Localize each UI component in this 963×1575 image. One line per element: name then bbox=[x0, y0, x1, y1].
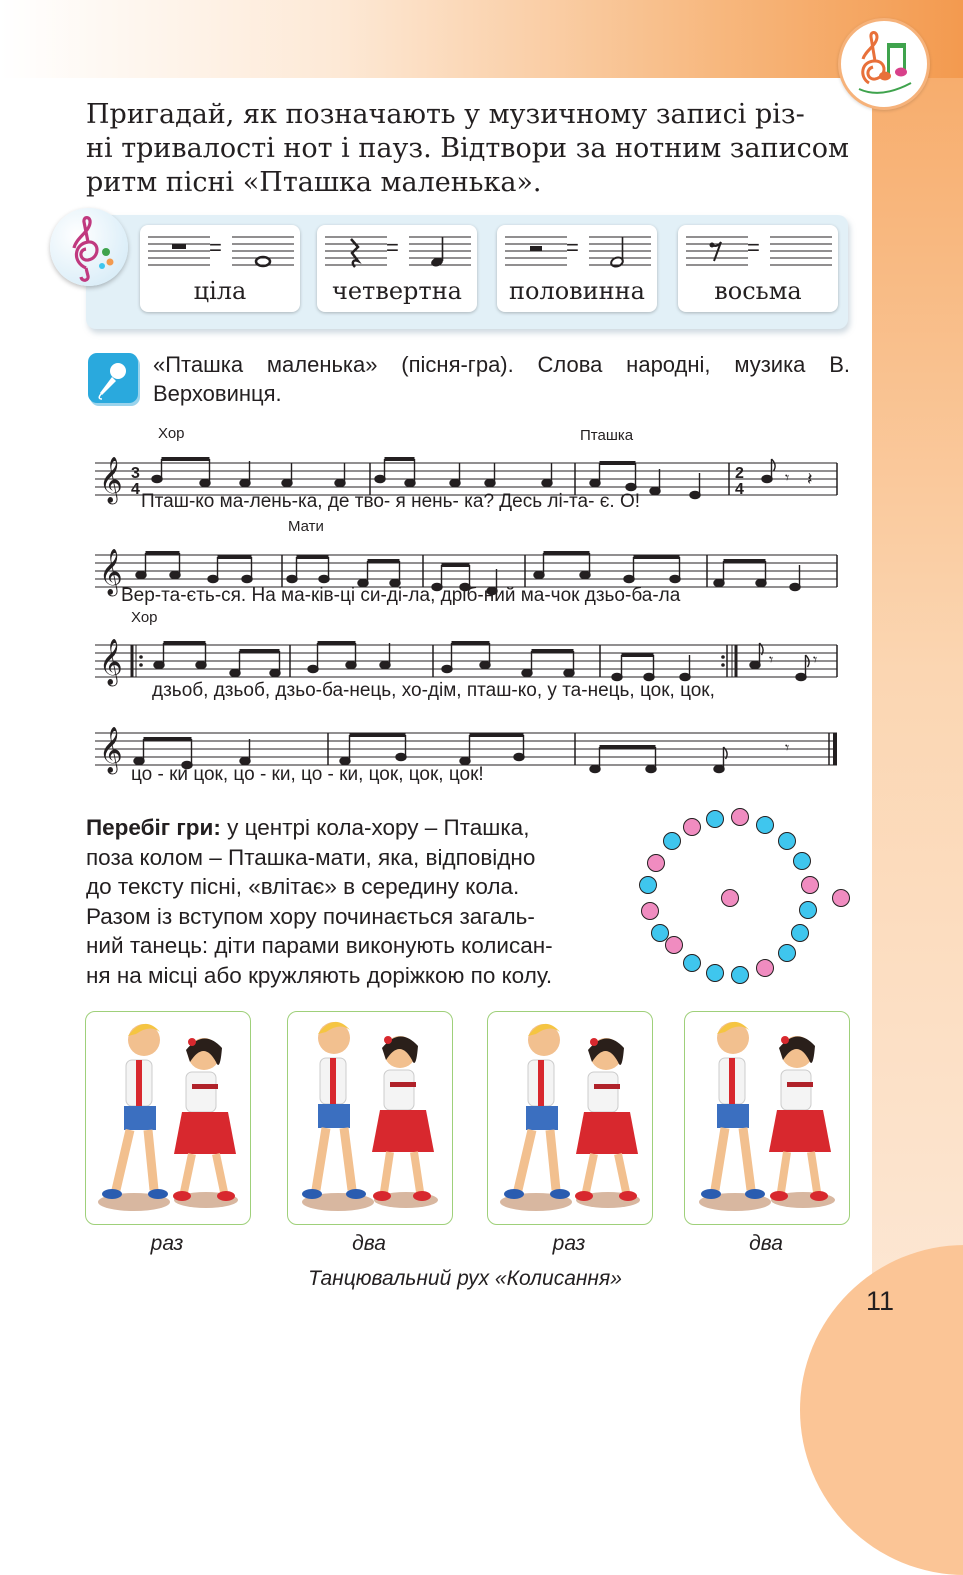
dance-illustration bbox=[684, 1011, 850, 1225]
step-label: два bbox=[352, 1232, 386, 1255]
svg-text:𝄞: 𝄞 bbox=[99, 639, 123, 685]
duration-card-quarter bbox=[317, 225, 477, 312]
right-margin-band bbox=[872, 78, 963, 1394]
role-label-bird: Пташка bbox=[580, 427, 634, 444]
equals-sign: = bbox=[386, 235, 399, 260]
game-circle-diagram bbox=[630, 805, 855, 990]
page-number: 11 bbox=[866, 1286, 895, 1316]
svg-text:4: 4 bbox=[735, 481, 744, 498]
intro-line: Пригадай, як позначають у музичному записі різ- bbox=[86, 99, 805, 130]
svg-text:𝄾: 𝄾 bbox=[769, 652, 774, 669]
role-label-mother: Мати bbox=[288, 518, 324, 535]
top-banner bbox=[0, 0, 963, 78]
music-notes-icon bbox=[838, 18, 930, 110]
dance-illustration bbox=[287, 1011, 453, 1225]
duration-label: половинна bbox=[509, 277, 645, 305]
lyrics-line: Пташ-ко ма-лень-ка, де тво- я нень- ка? Десь лі-та- є. О! bbox=[141, 491, 641, 512]
role-label-chorus: Хор bbox=[131, 609, 158, 626]
dance-illustration bbox=[487, 1011, 653, 1225]
equals-sign: = bbox=[209, 235, 222, 260]
duration-card-eighth bbox=[678, 225, 838, 312]
svg-text:𝄞: 𝄞 bbox=[99, 549, 123, 595]
equals-sign: = bbox=[747, 235, 760, 260]
game-line: Разом із вступом хору починається загаль- bbox=[86, 903, 535, 929]
lyrics-line: цо - ки цок, цо - ки, цо - ки, цок, цок, цок! bbox=[131, 764, 484, 785]
game-description bbox=[86, 813, 620, 990]
game-line: у центрі кола-хору – Пташка, bbox=[227, 815, 530, 840]
treble-clef-icon bbox=[50, 208, 128, 286]
intro-line: ні тривалості нот і пауз. Відтвори за нотним записом bbox=[86, 133, 849, 164]
music-staff-1 bbox=[95, 438, 840, 528]
duration-label: восьма bbox=[714, 277, 802, 305]
game-line: до тексту пісні, «влітає» в середину кола. bbox=[86, 874, 520, 899]
role-label-chorus: Хор bbox=[158, 425, 185, 442]
dance-illustration bbox=[85, 1011, 251, 1225]
svg-text:𝄾: 𝄾 bbox=[785, 470, 790, 487]
svg-text:𝄾: 𝄾 bbox=[785, 740, 790, 757]
svg-text:4: 4 bbox=[131, 481, 140, 498]
svg-text:2: 2 bbox=[735, 465, 744, 482]
lyrics-line: дзьоб, дзьоб, дзьо-ба-нець, хо-дім, пташ-ко, у та-нець, цок, цок, bbox=[152, 680, 715, 701]
step-label: раз bbox=[552, 1232, 586, 1255]
step-label: два bbox=[749, 1232, 783, 1255]
step-label: раз bbox=[150, 1232, 184, 1255]
duration-label: ціла bbox=[193, 277, 247, 305]
duration-card-half bbox=[497, 225, 657, 312]
microphone-icon bbox=[88, 353, 138, 403]
treble-clef-icon: 𝄞 bbox=[99, 457, 123, 503]
game-line: ня на місці або кружляють доріжкою по колу. bbox=[86, 962, 553, 988]
intro-line: ритм пісні «Пташка маленька». bbox=[86, 167, 542, 198]
intro-paragraph bbox=[86, 98, 854, 200]
game-line: поза колом – Пташка-мати, яка, відповідно bbox=[86, 844, 536, 870]
equals-sign: = bbox=[566, 235, 579, 260]
svg-text:𝄾: 𝄾 bbox=[813, 652, 818, 669]
game-heading: Перебіг гри: bbox=[86, 815, 221, 840]
lyrics-line: Вер-та-єть-ся. На ма-ків-ці си-ді-ла, дріб-ний ма-чок дзьо-ба-ла bbox=[121, 585, 681, 606]
duration-card-whole bbox=[140, 225, 300, 312]
song-title: «Пташка маленька» (пісня-гра). Слова народні, музика В. Верховинця. bbox=[153, 352, 850, 406]
game-line: ний танець: діти парами виконують колисан- bbox=[86, 933, 553, 958]
duration-label: четвертна bbox=[331, 277, 462, 305]
svg-text:𝄽: 𝄽 bbox=[807, 469, 813, 489]
svg-text:𝄞: 𝄞 bbox=[99, 727, 123, 773]
figure-caption: Танцювальний рух «Колисання» bbox=[308, 1267, 622, 1290]
time-signature: 3 bbox=[131, 465, 140, 482]
